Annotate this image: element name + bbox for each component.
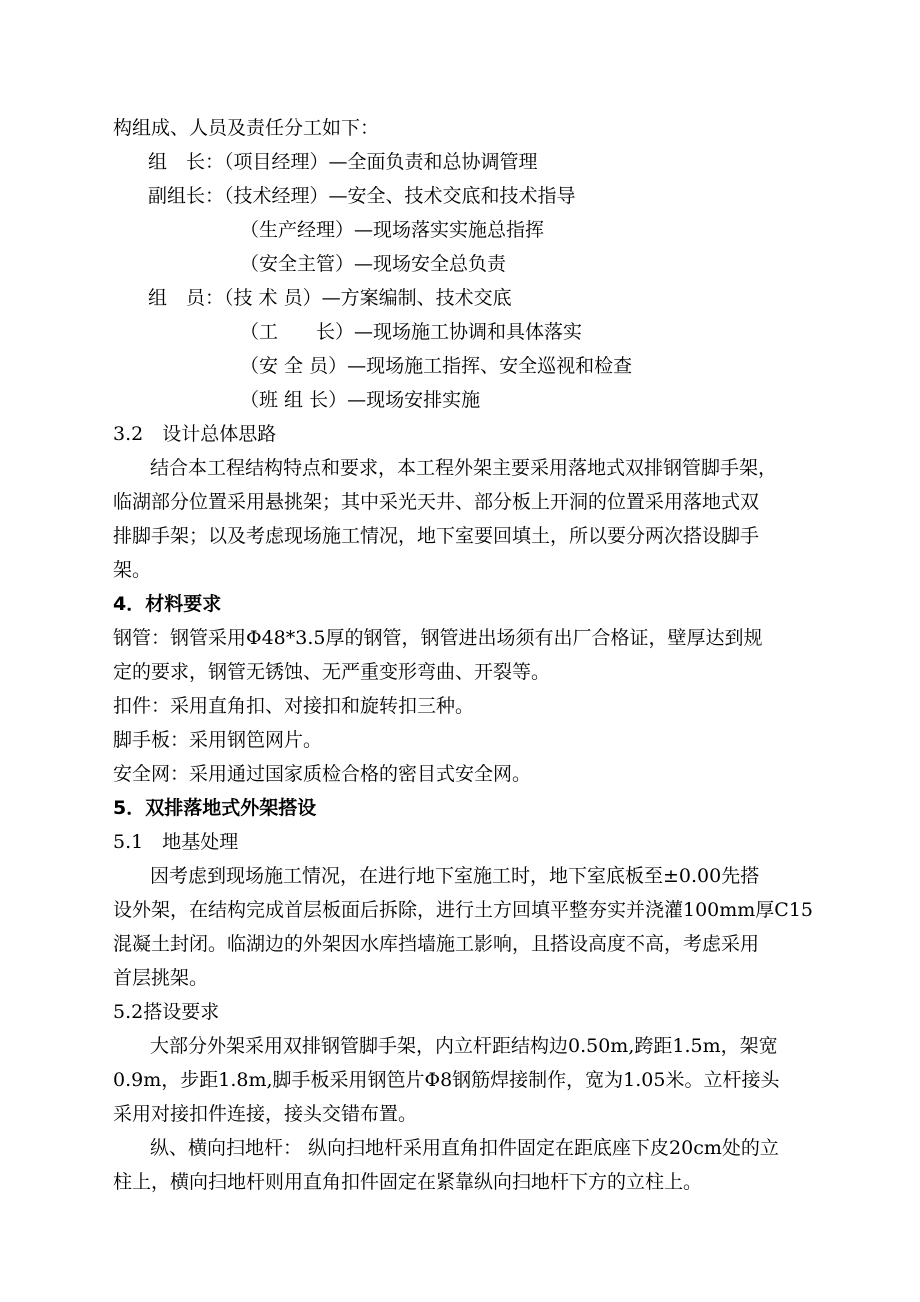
body-line: （工 长）—现场施工协调和具体落实 — [240, 321, 583, 343]
body-line: 钢管：钢管采用Φ48*3.5厚的钢管，钢管进出场须有出厂合格证，壁厚达到规 — [113, 627, 763, 649]
body-line: 柱上，横向扫地杆则用直角扣件固定在紧靠纵向扫地杆下方的立柱上。 — [113, 1171, 703, 1193]
body-line: 采用对接扣件连接，接头交错布置。 — [113, 1103, 418, 1125]
body-line: （生产经理）—现场落实实施总指挥 — [240, 219, 545, 241]
body-line: 0.9m，步距1.8m,脚手板采用钢笆片Φ8钢筋焊接制作，宽为1.05米。立杆接头 — [113, 1069, 780, 1091]
body-line: 组 长：（项目经理）—全面负责和总协调管理 — [148, 151, 538, 173]
section-heading: 5．双排落地式外架搭设 — [113, 797, 317, 819]
body-line: （安全主管）—现场安全总负责 — [240, 253, 507, 275]
body-line: 首层挑架。 — [113, 967, 209, 989]
body-line: 设外架，在结构完成首层板面后拆除，进行土方回填平整夯实并浇灌100mm厚C15 — [113, 899, 814, 921]
body-line: 结合本工程结构特点和要求，本工程外架主要采用落地式双排钢管脚手架， — [150, 457, 778, 479]
body-line: 组 员：（技 术 员）—方案编制、技术交底 — [148, 287, 512, 309]
section-heading: 5.2搭设要求 — [113, 1001, 220, 1023]
body-line: 纵、横向扫地杆： 纵向扫地杆采用直角扣件固定在距底座下皮20cm处的立 — [150, 1137, 779, 1159]
body-line: 构组成、人员及责任分工如下： — [113, 117, 380, 139]
body-line: 安全网：采用通过国家质检合格的密目式安全网。 — [113, 763, 532, 785]
section-heading: 4．材料要求 — [113, 593, 222, 615]
body-line: 副组长：（技术经理）—安全、技术交底和技术指导 — [148, 185, 576, 207]
body-line: 定的要求，钢管无锈蚀、无严重变形弯曲、开裂等。 — [113, 661, 551, 683]
body-line: 大部分外架采用双排钢管脚手架，内立杆距结构边0.50m,跨距1.5m，架宽 — [150, 1035, 778, 1057]
section-heading: 3.2 设计总体思路 — [113, 423, 277, 445]
body-line: 因考虑到现场施工情况，在进行地下室施工时，地下室底板至±0.00先搭 — [150, 865, 760, 887]
body-line: 排脚手架；以及考虑现场施工情况，地下室要回填土，所以要分两次搭设脚手 — [113, 525, 760, 547]
body-line: 临湖部分位置采用悬挑架；其中采光天井、部分板上开洞的位置采用落地式双 — [113, 491, 760, 513]
body-line: （安 全 员）—现场施工指挥、安全巡视和检查 — [240, 355, 633, 377]
body-line: 混凝土封闭。临湖边的外架因水库挡墙施工影响，且搭设高度不高，考虑采用 — [113, 933, 760, 955]
section-heading: 5.1 地基处理 — [113, 831, 239, 853]
body-line: 脚手板：采用钢笆网片。 — [113, 729, 323, 751]
body-line: （班 组 长）—现场安排实施 — [240, 389, 481, 411]
body-line: 扣件：采用直角扣、对接扣和旋转扣三种。 — [113, 695, 475, 717]
body-line: 架。 — [113, 559, 152, 581]
